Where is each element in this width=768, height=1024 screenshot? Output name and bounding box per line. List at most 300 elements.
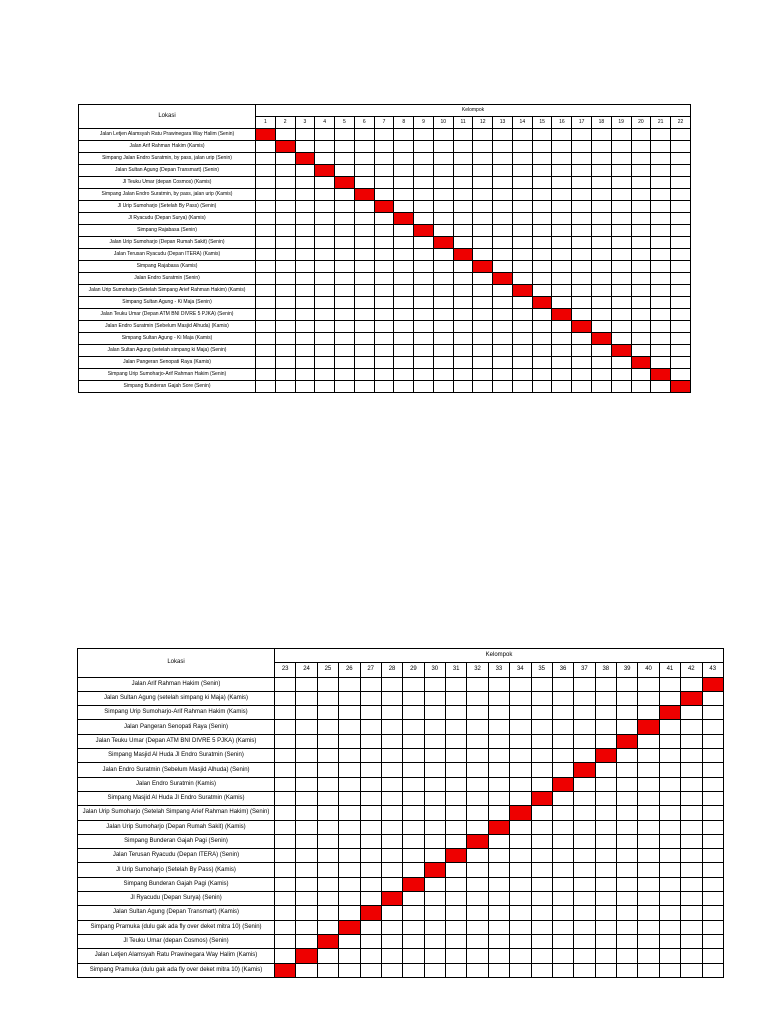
grid-cell [651,177,671,189]
grid-cell [296,877,317,891]
grid-cell [256,213,276,225]
grid-cell [638,849,659,863]
grid-cell [473,345,493,357]
grid-cell [552,791,573,805]
grid-cell [374,225,394,237]
grid-cell [651,141,671,153]
grid-cell [631,129,651,141]
grid-cell [275,863,296,877]
grid-cell [354,201,374,213]
grid-cell [631,321,651,333]
grid-cell [493,285,513,297]
grid-cell [453,273,473,285]
grid-cell [512,177,532,189]
table-row [78,877,724,891]
grid-cell [592,225,612,237]
grid-cell [394,201,414,213]
grid-cell [617,963,638,977]
kelompok-header: Kelompok [256,105,691,117]
grid-cell [552,806,573,820]
grid-cell [592,309,612,321]
grid-cell [595,949,616,963]
grid-cell [510,920,531,934]
grid-cell [335,153,355,165]
grid-cell [702,863,724,877]
grid-cell [631,237,651,249]
grid-cell [275,153,295,165]
grid-cell [317,777,338,791]
grid-cell [315,213,335,225]
grid-cell [512,273,532,285]
grid-cell [493,261,513,273]
table-row [79,201,691,213]
schedule-mark [275,141,295,153]
grid-cell [339,892,360,906]
schedule-mark [651,369,671,381]
location-label: Simpang Bunderan Gajah Pagi (Kamis) [78,877,275,891]
grid-cell [681,777,702,791]
grid-cell [317,749,338,763]
grid-cell [532,345,552,357]
grid-cell [681,906,702,920]
grid-cell [453,237,473,249]
grid-cell [659,691,680,705]
grid-cell [453,357,473,369]
grid-cell [611,153,631,165]
grid-cell [403,763,424,777]
grid-cell [275,213,295,225]
table-row [79,345,691,357]
table-row [78,706,724,720]
grid-cell [275,309,295,321]
grid-cell [651,297,671,309]
grid-cell [702,849,724,863]
grid-cell [256,297,276,309]
schedule-mark [256,129,276,141]
grid-cell [315,237,335,249]
grid-cell [354,129,374,141]
grid-cell [531,834,552,848]
grid-cell [532,225,552,237]
grid-cell [531,806,552,820]
grid-cell [374,357,394,369]
grid-cell [381,777,402,791]
grid-cell [572,177,592,189]
grid-cell [595,877,616,891]
grid-cell [493,201,513,213]
grid-cell [295,201,315,213]
grid-cell [512,129,532,141]
grid-cell [617,791,638,805]
grid-cell [659,791,680,805]
grid-cell [488,777,509,791]
grid-cell [631,297,651,309]
grid-cell [433,177,453,189]
grid-cell [354,153,374,165]
grid-cell [574,777,595,791]
grid-cell [374,345,394,357]
group-number: 19 [611,117,631,129]
grid-cell [611,381,631,393]
grid-cell [617,892,638,906]
grid-cell [296,791,317,805]
grid-cell [611,249,631,261]
grid-cell [433,249,453,261]
grid-cell [595,906,616,920]
grid-cell [617,849,638,863]
grid-cell [552,225,572,237]
grid-cell [467,806,488,820]
grid-cell [339,949,360,963]
grid-cell [671,357,691,369]
grid-cell [595,791,616,805]
location-label: Jalan Urip Sumoharjo (Setelah Simpang Arief Rahman Hakim) (Senin) [78,806,275,820]
grid-cell [275,691,296,705]
group-number: 25 [317,663,338,677]
table-row [78,749,724,763]
grid-cell [651,261,671,273]
grid-cell [381,863,402,877]
grid-cell [433,321,453,333]
grid-cell [354,345,374,357]
grid-cell [446,834,467,848]
grid-cell [510,691,531,705]
grid-cell [592,261,612,273]
grid-cell [617,749,638,763]
grid-cell [374,321,394,333]
grid-cell [512,369,532,381]
grid-cell [681,677,702,691]
grid-cell [414,237,434,249]
grid-cell [403,677,424,691]
grid-cell [394,321,414,333]
grid-cell [453,381,473,393]
grid-cell [552,691,573,705]
grid-cell [473,357,493,369]
grid-cell [488,920,509,934]
grid-cell [374,249,394,261]
grid-cell [638,749,659,763]
schedule-mark [574,763,595,777]
location-label: Jalan Arif Rahman Hakim (Senin) [78,677,275,691]
grid-cell [488,834,509,848]
location-label: Jalan Teuku Umar (Depan ATM BNI DIVRE 5 PJKA) (Senin) [79,309,256,321]
schedule-mark [631,357,651,369]
grid-cell [592,153,612,165]
grid-cell [631,369,651,381]
grid-cell [631,333,651,345]
location-label: Simpang Rajabasa (Senin) [79,225,256,237]
table-row [78,806,724,820]
grid-cell [473,213,493,225]
grid-cell [552,189,572,201]
grid-cell [510,763,531,777]
grid-cell [552,213,572,225]
grid-cell [631,141,651,153]
grid-cell [275,734,296,748]
grid-cell [295,213,315,225]
grid-cell [572,189,592,201]
group-number: 1 [256,117,276,129]
grid-cell [681,834,702,848]
schedule-mark [488,820,509,834]
grid-cell [296,763,317,777]
grid-cell [552,963,573,977]
grid-cell [617,920,638,934]
grid-cell [360,791,381,805]
grid-cell [659,820,680,834]
location-label: Simpang Pramuka (dulu gak ada fly over deket mitra 10) (Senin) [78,920,275,934]
grid-cell [374,297,394,309]
grid-cell [467,791,488,805]
grid-cell [433,201,453,213]
schedule-mark [433,237,453,249]
grid-cell [631,273,651,285]
grid-cell [651,237,671,249]
grid-cell [317,720,338,734]
grid-cell [592,237,612,249]
grid-cell [611,321,631,333]
grid-cell [446,949,467,963]
grid-cell [595,820,616,834]
grid-cell [631,189,651,201]
grid-cell [552,261,572,273]
grid-cell [651,345,671,357]
grid-cell [512,213,532,225]
grid-cell [315,141,335,153]
table-row [79,309,691,321]
grid-cell [552,720,573,734]
grid-cell [595,777,616,791]
grid-cell [572,201,592,213]
grid-cell [467,706,488,720]
grid-cell [256,201,276,213]
grid-cell [381,749,402,763]
grid-cell [335,201,355,213]
grid-cell [574,949,595,963]
location-label: Jalan Urip Sumoharjo (Depan Rumah Sakit) (Senin) [79,237,256,249]
grid-cell [611,369,631,381]
grid-cell [317,920,338,934]
grid-cell [473,225,493,237]
grid-cell [296,734,317,748]
grid-cell [651,357,671,369]
grid-cell [510,892,531,906]
grid-cell [659,777,680,791]
group-number: 27 [360,663,381,677]
schedule-mark [512,285,532,297]
group-number: 5 [335,117,355,129]
grid-cell [315,381,335,393]
grid-cell [631,225,651,237]
group-number: 42 [681,663,702,677]
grid-cell [631,177,651,189]
grid-cell [611,285,631,297]
grid-cell [275,381,295,393]
grid-cell [374,153,394,165]
grid-cell [317,791,338,805]
grid-cell [702,920,724,934]
grid-cell [531,906,552,920]
grid-cell [493,309,513,321]
group-number: 41 [659,663,680,677]
group-number: 7 [374,117,394,129]
grid-cell [552,153,572,165]
table-row [79,225,691,237]
grid-cell [493,369,513,381]
grid-cell [275,297,295,309]
grid-cell [659,963,680,977]
grid-cell [335,309,355,321]
grid-cell [403,706,424,720]
grid-cell [453,189,473,201]
grid-cell [275,849,296,863]
grid-cell [335,297,355,309]
grid-cell [552,763,573,777]
group-number: 32 [467,663,488,677]
grid-cell [317,834,338,848]
grid-cell [572,357,592,369]
grid-cell [638,877,659,891]
grid-cell [595,963,616,977]
grid-cell [446,820,467,834]
grid-cell [532,213,552,225]
grid-cell [315,357,335,369]
grid-cell [671,261,691,273]
grid-cell [315,249,335,261]
grid-cell [394,381,414,393]
schedule-mark [374,201,394,213]
grid-cell [374,333,394,345]
grid-cell [531,763,552,777]
grid-cell [433,381,453,393]
grid-cell [317,877,338,891]
grid-cell [702,892,724,906]
grid-cell [473,201,493,213]
grid-cell [592,345,612,357]
schedule-mark [360,906,381,920]
grid-cell [473,333,493,345]
grid-cell [295,165,315,177]
grid-cell [275,273,295,285]
grid-cell [671,177,691,189]
grid-cell [592,273,612,285]
grid-cell [531,734,552,748]
grid-cell [510,677,531,691]
grid-cell [315,261,335,273]
grid-cell [552,357,572,369]
grid-cell [702,691,724,705]
grid-cell [531,691,552,705]
table-row [79,177,691,189]
grid-cell [296,777,317,791]
grid-cell [467,820,488,834]
grid-cell [671,309,691,321]
group-number: 18 [592,117,612,129]
grid-cell [493,177,513,189]
grid-cell [403,863,424,877]
grid-cell [275,906,296,920]
grid-cell [611,165,631,177]
table-row [78,777,724,791]
grid-cell [315,321,335,333]
grid-cell [424,791,445,805]
grid-cell [473,249,493,261]
grid-cell [681,934,702,948]
grid-cell [671,141,691,153]
grid-cell [595,849,616,863]
grid-cell [394,369,414,381]
grid-cell [424,877,445,891]
grid-cell [651,213,671,225]
grid-cell [512,261,532,273]
table-row [79,273,691,285]
grid-cell [295,309,315,321]
grid-cell [592,189,612,201]
grid-cell [424,677,445,691]
grid-cell [394,285,414,297]
grid-cell [574,677,595,691]
grid-cell [414,273,434,285]
grid-cell [424,777,445,791]
grid-cell [671,225,691,237]
grid-cell [488,706,509,720]
grid-cell [572,333,592,345]
table-row [78,920,724,934]
grid-cell [531,963,552,977]
grid-cell [595,934,616,948]
grid-cell [275,892,296,906]
grid-cell [631,345,651,357]
grid-cell [403,963,424,977]
grid-cell [381,906,402,920]
grid-cell [659,877,680,891]
group-number: 17 [572,117,592,129]
grid-cell [651,309,671,321]
grid-cell [510,706,531,720]
grid-cell [317,963,338,977]
grid-cell [433,285,453,297]
grid-cell [671,237,691,249]
grid-cell [631,261,651,273]
grid-cell [335,369,355,381]
grid-cell [275,763,296,777]
grid-cell [617,706,638,720]
location-label: Simpang Jalan Endro Suratmin, by pass, jalan urip (Kamis) [79,189,256,201]
grid-cell [433,309,453,321]
location-label: Jl Urip Sumoharjo (Setelah By Pass) (Senin) [79,201,256,213]
grid-cell [315,201,335,213]
grid-cell [631,153,651,165]
grid-cell [671,297,691,309]
grid-cell [574,934,595,948]
grid-cell [572,273,592,285]
grid-cell [493,345,513,357]
grid-cell [473,237,493,249]
grid-cell [381,734,402,748]
grid-cell [493,153,513,165]
table-row [79,141,691,153]
grid-cell [354,381,374,393]
grid-cell [453,285,473,297]
grid-cell [394,297,414,309]
grid-cell [671,129,691,141]
grid-cell [532,273,552,285]
schedule-mark [414,225,434,237]
grid-cell [488,677,509,691]
grid-cell [275,249,295,261]
grid-cell [374,261,394,273]
